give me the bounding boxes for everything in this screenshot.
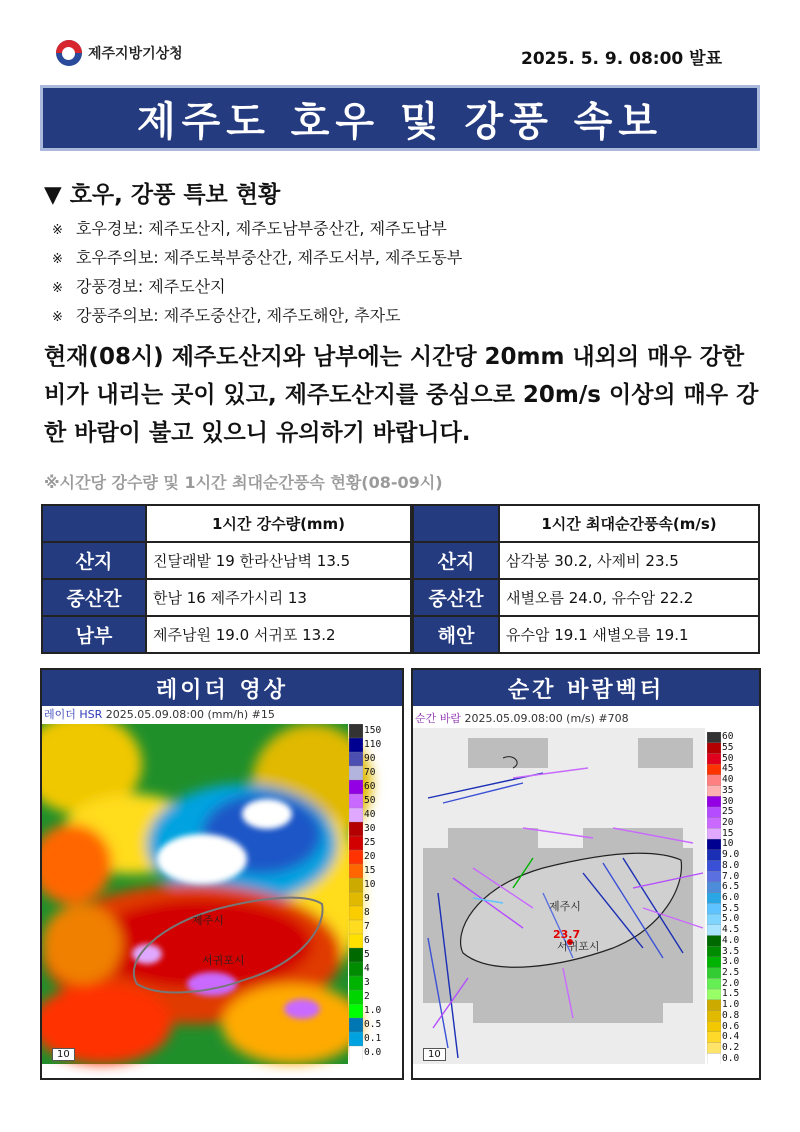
colorbar-swatch: [707, 807, 721, 818]
wind-table-corner: [413, 505, 499, 542]
wind-colorbar: [707, 732, 721, 1064]
colorbar-tick-label: 9.0: [722, 849, 740, 861]
colorbar-tick-label: 5: [364, 949, 370, 960]
radar-caption-product: 레이더 HSR: [44, 708, 103, 721]
note-mark: ※: [52, 252, 63, 267]
colorbar-tick-label: 2.0: [722, 977, 740, 989]
colorbar-tick-label: 70: [364, 767, 376, 778]
colorbar-swatch: [707, 978, 721, 989]
rain-region: 남부: [42, 616, 146, 653]
colorbar-tick-label: 45: [722, 763, 734, 775]
colorbar-swatch: [349, 808, 363, 823]
rain-value: 한남 16 제주가시리 13: [146, 579, 411, 616]
colorbar-swatch: [707, 1000, 721, 1011]
page-title: 제주도 호우 및 강풍 속보: [136, 98, 664, 145]
warning-item: [52, 301, 462, 330]
colorbar-swatch: [349, 1046, 363, 1060]
colorbar-swatch: [707, 818, 721, 829]
colorbar-tick-label: 50: [364, 795, 376, 806]
radar-city-south: 서귀포시: [202, 954, 245, 967]
colorbar-tick-label: 8: [364, 907, 370, 918]
colorbar-tick-label: 8.0: [722, 859, 740, 871]
colorbar-swatch: [349, 892, 363, 907]
colorbar-swatch: [349, 990, 363, 1005]
agency-name: 제주지방기상청: [88, 46, 183, 62]
colorbar-tick-label: 20: [722, 817, 734, 829]
colorbar-swatch: [349, 962, 363, 977]
colorbar-swatch: [707, 946, 721, 957]
warning-item: [52, 243, 462, 272]
warning-text: 호우경보: 제주도산지, 제주도남부중산간, 제주도남부: [76, 219, 447, 238]
colorbar-swatch: [707, 839, 721, 850]
colorbar-swatch: [707, 882, 721, 893]
colorbar-swatch: [349, 724, 363, 739]
radar-caption: [42, 706, 402, 724]
colorbar-swatch: [349, 1018, 363, 1033]
colorbar-tick-label: 15: [364, 865, 376, 876]
wind-value: 새별오름 24.0, 유수암 22.2: [499, 579, 759, 616]
colorbar-swatch: [349, 934, 363, 949]
colorbar-tick-label: 55: [722, 742, 734, 754]
colorbar-tick-label: 60: [722, 731, 734, 743]
colorbar-tick-label: 0.0: [722, 1052, 740, 1064]
wind-caption-product: 순간 바람: [415, 712, 462, 725]
colorbar-tick-label: 6.0: [722, 892, 740, 903]
colorbar-swatch: [707, 903, 721, 914]
table-subheading: ※시간당 강수량 및 1시간 최대순간풍속 현황(08-09시): [44, 473, 443, 492]
colorbar-tick-label: 50: [722, 752, 734, 764]
colorbar-swatch: [349, 780, 363, 795]
colorbar-swatch: [707, 957, 721, 968]
wind-caption: [413, 710, 759, 728]
colorbar-tick-label: 40: [722, 774, 734, 786]
colorbar-swatch: [707, 935, 721, 946]
radar-title: 레이더 영상: [42, 670, 402, 706]
colorbar-swatch: [349, 850, 363, 865]
colorbar-tick-label: 7: [364, 921, 370, 932]
wind-station-value: 23.7: [553, 928, 581, 941]
colorbar-tick-label: 40: [364, 809, 376, 820]
colorbar-swatch: [707, 925, 721, 936]
colorbar-tick-label: 30: [364, 823, 376, 834]
colorbar-tick-label: 1.0: [722, 999, 740, 1011]
radar-city-north: 제주시: [192, 914, 224, 927]
colorbar-swatch: [349, 766, 363, 781]
wind-table: [412, 504, 760, 654]
rain-value: 진달래밭 19 한라산남벽 13.5: [146, 542, 411, 579]
colorbar-swatch: [349, 906, 363, 921]
colorbar-tick-label: 2: [364, 991, 370, 1002]
colorbar-tick-label: 25: [722, 806, 734, 818]
colorbar-swatch: [707, 796, 721, 807]
rain-table: [41, 504, 412, 654]
colorbar-tick-label: 1.0: [364, 1005, 382, 1016]
wind-city-south: 서귀포시: [557, 940, 600, 953]
note-mark: ※: [52, 310, 63, 325]
colorbar-swatch: [707, 871, 721, 882]
wind-region: 산지: [413, 542, 499, 579]
warning-list: [52, 214, 462, 330]
colorbar-swatch: [707, 1021, 721, 1032]
wind-zoom-level[interactable]: 10: [423, 1048, 446, 1061]
colorbar-tick-label: 0.1: [364, 1033, 382, 1044]
colorbar-tick-label: 35: [722, 784, 734, 796]
issue-date: 2025. 5. 9. 08:00 발표: [521, 49, 722, 69]
wind-region: 중산간: [413, 579, 499, 616]
colorbar-swatch: [707, 1053, 721, 1064]
colorbar-swatch: [349, 1004, 363, 1019]
colorbar-tick-label: 10: [722, 838, 734, 850]
colorbar-swatch: [707, 893, 721, 904]
colorbar-tick-label: 0.5: [364, 1019, 382, 1030]
colorbar-tick-label: 6.5: [722, 881, 740, 893]
colorbar-swatch: [349, 738, 363, 753]
colorbar-swatch: [349, 822, 363, 837]
colorbar-tick-label: 3.0: [722, 956, 740, 968]
note-mark: ※: [52, 281, 63, 296]
colorbar-swatch: [707, 968, 721, 979]
colorbar-tick-label: 150: [364, 725, 382, 736]
colorbar-tick-label: 110: [364, 739, 382, 750]
radar-caption-time: 2025.05.09.08:00 (mm/h) #15: [102, 708, 275, 721]
summary-paragraph: 현재(08시) 제주도산지와 남부에는 시간당 20mm 내외의 매우 강한 비가 내리는 곳이 있고, 제주도산지를 중심으로 20m/s 이상의 매우 강한 바람이 불고 있으니 유의하기 바랍니다.: [44, 344, 759, 446]
warning-text: 호우주의보: 제주도북부중산간, 제주도서부, 제주도동부: [76, 248, 463, 267]
colorbar-swatch: [349, 836, 363, 851]
colorbar-tick-label: 10: [364, 879, 376, 890]
rain-value: 제주남원 19.0 서귀포 13.2: [146, 616, 411, 653]
colorbar-swatch: [707, 1043, 721, 1054]
wind-value: 유수암 19.1 새별오름 19.1: [499, 616, 759, 653]
colorbar-swatch: [349, 976, 363, 991]
colorbar-swatch: [707, 914, 721, 925]
wind-value: 삼각봉 30.2, 사제비 23.5: [499, 542, 759, 579]
colorbar-tick-label: 20: [364, 851, 376, 862]
colorbar-swatch: [707, 775, 721, 786]
colorbar-tick-label: 4: [364, 963, 370, 974]
rain-table-corner: [42, 505, 146, 542]
colorbar-tick-label: 9: [364, 893, 370, 904]
colorbar-swatch: [707, 786, 721, 797]
colorbar-tick-label: 0.4: [722, 1031, 740, 1043]
wind-table-header: 1시간 최대순간풍속(m/s): [499, 505, 759, 542]
colorbar-swatch: [349, 794, 363, 809]
taegeuk-icon: [56, 40, 82, 66]
note-mark: ※: [52, 223, 63, 238]
colorbar-swatch: [707, 764, 721, 775]
colorbar-swatch: [707, 828, 721, 839]
colorbar-tick-label: 0.2: [722, 1041, 740, 1053]
wind-panel: [411, 668, 761, 1080]
radar-colorbar: [349, 724, 363, 1060]
colorbar-tick-label: 4.5: [722, 924, 740, 936]
colorbar-swatch: [707, 753, 721, 764]
colorbar-swatch: [707, 732, 721, 743]
colorbar-swatch: [349, 864, 363, 879]
colorbar-swatch: [707, 1010, 721, 1021]
rain-region: 산지: [42, 542, 146, 579]
colorbar-tick-label: 25: [364, 837, 376, 848]
radar-zoom-level[interactable]: 10: [52, 1048, 75, 1061]
colorbar-tick-label: 7.0: [722, 870, 740, 882]
colorbar-tick-label: 1.5: [722, 988, 740, 1000]
colorbar-swatch: [707, 989, 721, 1000]
wind-caption-time: 2025.05.09.08:00 (m/s) #708: [461, 712, 629, 725]
wind-city-north: 제주시: [549, 900, 581, 913]
radar-map: [42, 724, 402, 1078]
colorbar-tick-label: 5.0: [722, 913, 740, 925]
colorbar-tick-label: 15: [722, 827, 734, 839]
wind-title: 순간 바람벡터: [413, 670, 759, 706]
colorbar-tick-label: 2.5: [722, 966, 740, 978]
warning-text: 강풍주의보: 제주도중산간, 제주도해안, 추자도: [76, 306, 401, 325]
colorbar-swatch: [349, 948, 363, 963]
colorbar-tick-label: 0.0: [364, 1047, 382, 1058]
colorbar-swatch: [349, 878, 363, 893]
warning-text: 강풍경보: 제주도산지: [76, 277, 226, 296]
warning-item: [52, 272, 462, 301]
colorbar-tick-label: 3.5: [722, 945, 740, 957]
colorbar-tick-label: 6: [364, 935, 370, 946]
colorbar-swatch: [707, 1032, 721, 1043]
wind-region: 해안: [413, 616, 499, 653]
colorbar-swatch: [349, 1032, 363, 1047]
colorbar-tick-label: 5.5: [722, 902, 740, 914]
colorbar-tick-label: 60: [364, 781, 376, 792]
colorbar-swatch: [707, 743, 721, 754]
colorbar-swatch: [349, 752, 363, 767]
wind-body: [413, 728, 759, 1078]
rain-table-header: 1시간 강수량(mm): [146, 505, 411, 542]
colorbar-tick-label: 30: [722, 795, 734, 807]
radar-body: [42, 724, 402, 1078]
section-heading: ▼ 호우, 강풍 특보 현황: [44, 182, 281, 208]
header: [0, 0, 800, 80]
title-bar: [40, 85, 760, 151]
colorbar-tick-label: 90: [364, 753, 376, 764]
colorbar-tick-label: 0.6: [722, 1020, 740, 1032]
warning-item: [52, 214, 462, 243]
colorbar-swatch: [707, 850, 721, 861]
radar-panel: [40, 668, 404, 1080]
colorbar-tick-label: 0.8: [722, 1009, 740, 1021]
agency-logo: [56, 40, 183, 66]
colorbar-tick-label: 4.0: [722, 934, 740, 946]
colorbar-tick-label: 3: [364, 977, 370, 988]
colorbar-swatch: [707, 861, 721, 872]
rain-region: 중산간: [42, 579, 146, 616]
colorbar-swatch: [349, 920, 363, 935]
